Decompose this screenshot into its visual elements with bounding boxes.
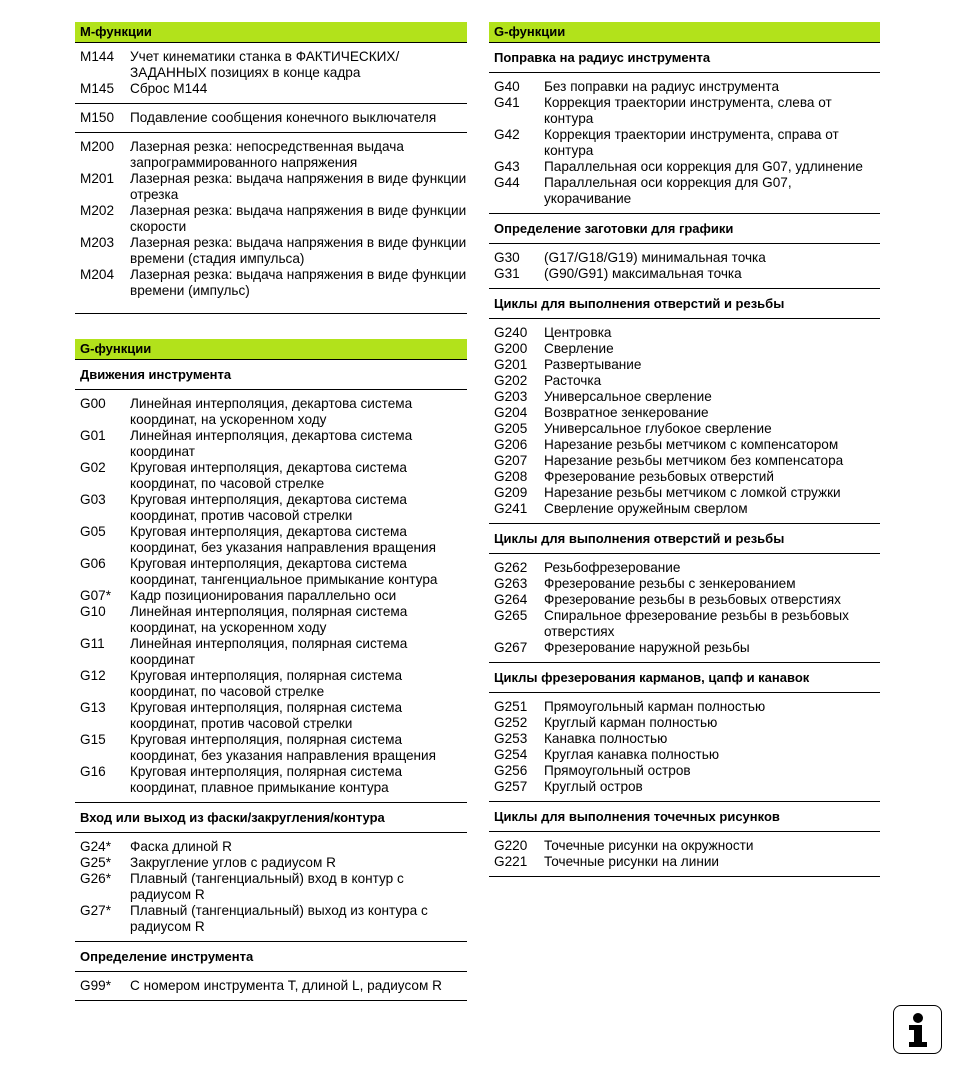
section-title: Определение заготовки для графики — [489, 214, 880, 244]
section-title: Циклы для выполнения точечных рисунков — [489, 802, 880, 832]
list-item — [75, 668, 467, 700]
function-code: G27* — [80, 903, 111, 918]
function-code: G208 — [494, 469, 528, 484]
function-description: Универсальное глубокое сверление — [544, 421, 772, 436]
function-description: Нарезание резьбы метчиком с ломкой стружки — [544, 485, 841, 500]
left-column — [75, 22, 467, 1001]
function-description: Без поправки на радиус инструмента — [544, 79, 780, 94]
list-item — [75, 524, 467, 556]
g-functions-header-left: G-функции — [75, 339, 467, 360]
function-code: M144 — [80, 49, 115, 64]
list-item — [489, 159, 880, 175]
function-group — [489, 244, 880, 289]
function-code: G30 — [494, 250, 520, 265]
list-item — [75, 235, 467, 267]
function-description: Закругление углов с радиусом R — [130, 855, 336, 870]
list-item — [489, 357, 880, 373]
function-description: Прямоугольный остров — [544, 763, 691, 778]
function-code: G06 — [80, 556, 106, 571]
function-code: G253 — [494, 731, 528, 746]
function-description: Спиральное фрезерование резьбы в резьбовых отверстиях — [544, 608, 849, 639]
list-item — [75, 732, 467, 764]
list-item — [75, 588, 467, 604]
g-functions-left-list — [75, 360, 467, 1001]
list-item — [489, 437, 880, 453]
function-description: Круглый карман полностью — [544, 715, 718, 730]
function-description: Круглая канавка полностью — [544, 747, 720, 762]
function-code: M201 — [80, 171, 115, 186]
function-code: G262 — [494, 560, 528, 575]
function-code: G240 — [494, 325, 528, 340]
section-title: Вход или выход из фаски/закругления/контура — [75, 803, 467, 833]
function-code: G251 — [494, 699, 528, 714]
list-item — [489, 469, 880, 485]
function-description: Нарезание резьбы метчиком с компенсатором — [544, 437, 839, 452]
list-item — [75, 855, 467, 871]
list-item — [75, 267, 467, 299]
section-title: Определение инструмента — [75, 942, 467, 972]
function-description: Лазерная резка: выдача напряжения в виде функции времени (стадия импульса) — [130, 235, 467, 266]
list-item — [489, 608, 880, 640]
function-description: Точечные рисунки на линии — [544, 854, 720, 869]
function-description: Фрезерование наружной резьбы — [544, 640, 750, 655]
function-code: G16 — [80, 764, 106, 779]
list-item — [75, 203, 467, 235]
function-code: G254 — [494, 747, 528, 762]
function-code: G252 — [494, 715, 528, 730]
function-description: Резьбофрезерование — [544, 560, 681, 575]
list-item — [489, 747, 880, 763]
function-description: Подавление сообщения конечного выключателя — [130, 110, 437, 125]
list-item — [489, 779, 880, 795]
function-code: G01 — [80, 428, 106, 443]
function-description: Круговая интерполяция, полярная система координат, против часовой стрелки — [130, 700, 403, 731]
list-item — [75, 110, 467, 126]
function-group — [75, 833, 467, 942]
function-description: Сверление — [544, 341, 614, 356]
function-code: G265 — [494, 608, 528, 623]
function-description: Точечные рисунки на окружности — [544, 838, 754, 853]
m-functions-header: М-функции — [75, 22, 467, 43]
list-item — [75, 81, 467, 97]
list-item — [489, 175, 880, 207]
function-description: Плавный (тангенциальный) выход из контура с радиусом R — [130, 903, 428, 934]
function-description: Развертывание — [544, 357, 642, 372]
function-description: Фаска длиной R — [130, 839, 232, 854]
function-description: Круглый остров — [544, 779, 643, 794]
function-description: Универсальное сверление — [544, 389, 712, 404]
function-description: Линейная интерполяция, полярная система координат, на ускоренном ходу — [130, 604, 408, 635]
list-item — [75, 460, 467, 492]
function-group — [75, 43, 467, 104]
function-group — [75, 390, 467, 803]
list-item — [489, 501, 880, 517]
function-group — [489, 319, 880, 524]
list-item — [75, 604, 467, 636]
function-code: G40 — [494, 79, 520, 94]
function-description: Линейная интерполяция, полярная система координат — [130, 636, 408, 667]
list-item — [489, 389, 880, 405]
function-group — [489, 832, 880, 877]
function-code: G257 — [494, 779, 528, 794]
function-description: Прямоугольный карман полностью — [544, 699, 766, 714]
function-description: (G90/G91) максимальная точка — [544, 266, 742, 281]
list-item — [75, 903, 467, 935]
list-item — [489, 560, 880, 576]
function-description: Параллельная оси коррекция для G07, удлинение — [544, 159, 863, 174]
section-title: Циклы фрезерования карманов, цапф и канавок — [489, 663, 880, 693]
list-item — [75, 396, 467, 428]
function-description: Фрезерование резьбовых отверстий — [544, 469, 774, 484]
function-description: Лазерная резка: выдача напряжения в виде функции скорости — [130, 203, 467, 234]
function-code: G05 — [80, 524, 106, 539]
list-item — [489, 838, 880, 854]
list-item — [75, 700, 467, 732]
list-item — [75, 49, 467, 81]
list-item — [489, 95, 880, 127]
function-code: G12 — [80, 668, 106, 683]
function-code: G201 — [494, 357, 528, 372]
list-item — [75, 428, 467, 460]
list-item — [75, 171, 467, 203]
function-code: G24* — [80, 839, 111, 854]
function-description: Линейная интерполяция, декартова система координат — [130, 428, 413, 459]
function-code: G241 — [494, 501, 528, 516]
function-description: Нарезание резьбы метчиком без компенсатора — [544, 453, 844, 468]
list-item — [489, 373, 880, 389]
function-group — [489, 693, 880, 802]
list-item — [489, 250, 880, 266]
function-description: Канавка полностью — [544, 731, 668, 746]
function-code: G99* — [80, 978, 111, 993]
function-description: Кадр позиционирования параллельно оси — [130, 588, 397, 603]
right-column — [489, 22, 880, 877]
section-title: Поправка на радиус инструмента — [489, 43, 880, 73]
list-item — [489, 127, 880, 159]
function-code: G10 — [80, 604, 106, 619]
function-description: Плавный (тангенциальный) вход в контур с радиусом R — [130, 871, 404, 902]
function-description: Круговая интерполяция, декартова система координат, по часовой стрелке — [130, 460, 407, 491]
m-functions-list — [75, 43, 467, 314]
list-item — [489, 699, 880, 715]
function-group — [489, 554, 880, 663]
list-item — [489, 854, 880, 870]
function-code: G07* — [80, 588, 111, 603]
function-code: G221 — [494, 854, 528, 869]
function-code: G207 — [494, 453, 528, 468]
function-code: G26* — [80, 871, 111, 886]
info-icon — [893, 1005, 942, 1054]
list-item — [489, 763, 880, 779]
function-description: С номером инструмента T, длиной L, радиусом R — [130, 978, 442, 993]
function-code: G263 — [494, 576, 528, 591]
list-item — [489, 325, 880, 341]
function-description: Расточка — [544, 373, 602, 388]
function-code: G256 — [494, 763, 528, 778]
list-item — [489, 640, 880, 656]
function-code: G200 — [494, 341, 528, 356]
function-code: G202 — [494, 373, 528, 388]
function-code: G42 — [494, 127, 520, 142]
function-group — [489, 73, 880, 214]
function-code: M200 — [80, 139, 115, 154]
function-code: G13 — [80, 700, 106, 715]
function-code: G00 — [80, 396, 106, 411]
function-description: Учет кинематики станка в ФАКТИЧЕСКИХ/ ЗАДАННЫХ позициях в конце кадра — [130, 49, 400, 80]
function-code: G44 — [494, 175, 520, 190]
function-description: Параллельная оси коррекция для G07, укорачивание — [544, 175, 792, 206]
function-code: G11 — [80, 636, 105, 651]
section-title: Циклы для выполнения отверстий и резьбы — [489, 289, 880, 319]
function-group — [75, 972, 467, 1001]
section-title: Движения инструмента — [75, 360, 467, 390]
list-item — [75, 492, 467, 524]
list-item — [489, 341, 880, 357]
function-description: Фрезерование резьбы с зенкерованием — [544, 576, 796, 591]
function-code: G31 — [494, 266, 520, 281]
function-code: G206 — [494, 437, 528, 452]
list-item — [489, 485, 880, 501]
function-description: Центровка — [544, 325, 612, 340]
section-title: Циклы для выполнения отверстий и резьбы — [489, 524, 880, 554]
function-code: G41 — [494, 95, 520, 110]
function-description: Лазерная резка: выдача напряжения в виде функции времени (импульс) — [130, 267, 467, 298]
function-code: G220 — [494, 838, 528, 853]
function-code: G264 — [494, 592, 528, 607]
list-item — [489, 576, 880, 592]
list-item — [489, 421, 880, 437]
function-code: M202 — [80, 203, 115, 218]
function-description: (G17/G18/G19) минимальная точка — [544, 250, 766, 265]
function-code: G203 — [494, 389, 528, 404]
list-item — [489, 731, 880, 747]
function-description: Линейная интерполяция, декартова система координат, на ускоренном ходу — [130, 396, 413, 427]
list-item — [489, 715, 880, 731]
list-item — [489, 79, 880, 95]
function-description: Возвратное зенкерование — [544, 405, 709, 420]
function-description: Круговая интерполяция, декартова система координат, тангенциальное примыкание контура — [130, 556, 438, 587]
function-code: M145 — [80, 81, 115, 96]
g-functions-header-right: G-функции — [489, 22, 880, 43]
function-code: G205 — [494, 421, 528, 436]
function-code: M203 — [80, 235, 115, 250]
info-glyph — [903, 1012, 933, 1048]
list-item — [75, 839, 467, 855]
function-description: Круговая интерполяция, полярная система координат, по часовой стрелке — [130, 668, 403, 699]
function-description: Сброс M144 — [130, 81, 208, 96]
list-item — [75, 978, 467, 994]
section-gap — [75, 314, 467, 339]
list-item — [75, 764, 467, 796]
function-group — [75, 104, 467, 133]
list-item — [75, 556, 467, 588]
function-code: G25* — [80, 855, 111, 870]
list-item — [489, 266, 880, 282]
g-functions-right-list — [489, 43, 880, 877]
function-description: Круговая интерполяция, декартова система координат, против часовой стрелки — [130, 492, 407, 523]
function-code: G204 — [494, 405, 528, 420]
list-item — [75, 636, 467, 668]
function-code: G43 — [494, 159, 520, 174]
function-description: Коррекция траектории инструмента, справа от контура — [544, 127, 839, 158]
function-description: Фрезерование резьбы в резьбовых отверстиях — [544, 592, 841, 607]
list-item — [75, 139, 467, 171]
function-description: Лазерная резка: непосредственная выдача запрограммированного напряжения — [130, 139, 404, 170]
list-item — [75, 871, 467, 903]
function-code: G03 — [80, 492, 106, 507]
function-description: Круговая интерполяция, полярная система координат, без указания направления вращения — [130, 732, 437, 763]
list-item — [489, 405, 880, 421]
function-code: G15 — [80, 732, 106, 747]
function-code: G267 — [494, 640, 528, 655]
function-code: M204 — [80, 267, 115, 282]
function-description: Круговая интерполяция, полярная система координат, плавное примыкание контура — [130, 764, 403, 795]
function-description: Коррекция траектории инструмента, слева от контура — [544, 95, 832, 126]
function-code: G02 — [80, 460, 106, 475]
list-item — [489, 592, 880, 608]
function-group — [75, 133, 467, 314]
list-item — [489, 453, 880, 469]
function-description: Лазерная резка: выдача напряжения в виде функции отрезка — [130, 171, 467, 202]
function-description: Круговая интерполяция, декартова система координат, без указания направления вращения — [130, 524, 437, 555]
function-code: M150 — [80, 110, 115, 125]
function-code: G209 — [494, 485, 528, 500]
function-description: Сверление оружейным сверлом — [544, 501, 748, 516]
